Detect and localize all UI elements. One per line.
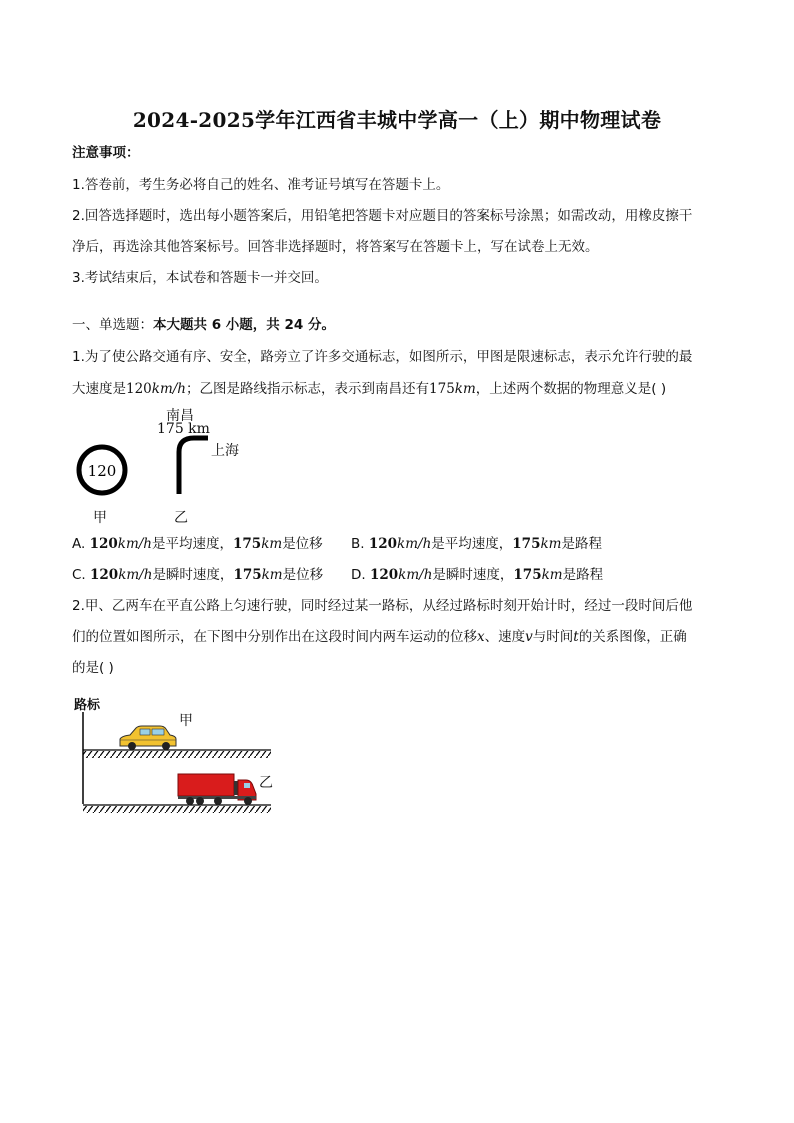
notice-item-2: 2.回答选择题时，选出每小题答案后，用铅笔把答题卡对应题目的答案标号涂黑；如需改动，用橡皮擦干: [72, 208, 693, 224]
q1-unit-speed: km/h: [151, 381, 187, 397]
speed-limit-value: 120: [87, 462, 117, 480]
q2-line-1: 2.甲、乙两车在平直公路上匀速行驶，同时经过某一路标，从经过路标时刻开始计时，经过一段时间后他: [72, 598, 693, 614]
road-lane-2: [83, 806, 271, 813]
var-v: v: [525, 629, 533, 645]
car-icon: [120, 726, 176, 750]
notice-heading: 注意事项：: [72, 145, 140, 161]
figure-label-jia: 甲: [93, 510, 107, 526]
notice-item-2-cont: 净后，再选涂其他答案标号。回答非选择题时，将答案写在答题卡上，写在试卷上无效。: [72, 239, 599, 255]
truck-label: 乙: [259, 775, 273, 791]
page-title: 2024-2025学年江西省丰城中学高一（上）期中物理试卷: [132, 108, 662, 132]
section-prefix: 一、单选题：: [72, 317, 153, 333]
q1-option-d[interactable]: D. 120km/h是瞬时速度，175km是路程: [351, 567, 604, 583]
q1-option-b[interactable]: B. 120km/h是平均速度，175km是路程: [351, 536, 602, 552]
q1-value-distance: 175: [429, 381, 455, 397]
road-diagram: [70, 708, 280, 818]
route-dest-distance: 175 km: [157, 421, 210, 437]
section-desc: 本大题共 6 小题，共 24 分。: [153, 317, 335, 333]
speed-limit-sign: [74, 442, 130, 498]
figure-label-yi: 乙: [174, 510, 188, 526]
notice-item-3: 3.考试结束后，本试卷和答题卡一并交回。: [72, 270, 328, 286]
route-dest-right: 上海: [211, 443, 239, 459]
q1-line-1: 1.为了使公路交通有序、安全，路旁立了许多交通标志，如图所示，甲图是限速标志，表示允许行驶的最: [72, 349, 693, 365]
route-dest-top: 南昌: [166, 408, 194, 424]
q1-unit-distance: km: [454, 381, 476, 397]
q1-option-c[interactable]: C. 120km/h是瞬时速度，175km是位移: [72, 567, 324, 583]
notice-item-1: 1.答卷前，考生务必将自己的姓名、准考证号填写在答题卡上。: [72, 177, 450, 193]
var-t: t: [573, 629, 579, 645]
q1-value-speed: 120: [126, 381, 152, 397]
q1-line-2: 大速度是120km/h；乙图是路线指示标志，表示到南昌还有175km，上述两个数据的物理意义是( ): [72, 381, 667, 397]
road-post-label: 路标: [74, 698, 101, 713]
q1-option-a[interactable]: A. 120km/h是平均速度，175km是位移: [72, 536, 323, 552]
car-label: 甲: [179, 713, 193, 729]
var-x: x: [477, 629, 485, 645]
road-lane-1: [83, 751, 271, 758]
truck-icon: [178, 774, 256, 805]
section-heading: [72, 315, 335, 335]
q2-line-3: 的是( ): [72, 660, 114, 676]
q2-line-2: 们的位置如图所示，在下图中分别作出在这段时间内两车运动的位移x、速度v与时间t的关系图像，正确: [72, 629, 687, 645]
